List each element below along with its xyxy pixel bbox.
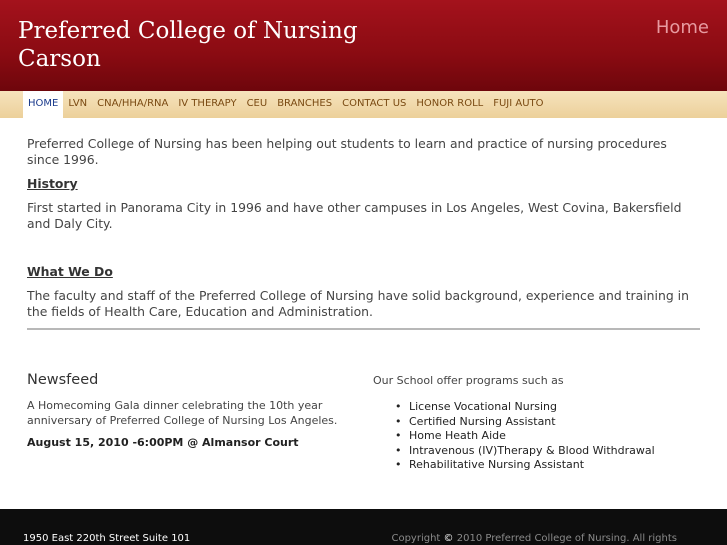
nav-item-fuji-auto[interactable]: FUJI AUTO [493,98,544,109]
nav-item-ceu[interactable]: CEU [246,98,268,109]
program-item: • Certified Nursing Assistant [395,415,713,430]
program-item: • License Vocational Nursing [395,400,713,415]
nav-list [23,91,549,118]
program-item: • Intravenous (IV)Therapy & Blood Withdrawal [395,444,713,459]
programs-title: Our School offer programs such as [373,374,564,387]
newsfeed-text: A Homecoming Gala dinner celebrating the 10th year anniversary of Preferred College of Nursing Los Angeles. [27,399,338,427]
history-paragraph: First started in Panorama City in 1996 and have other campuses in Los Angeles, West Covina, Bakersfield and Daly City. [27,200,682,231]
history-heading: History [27,176,78,191]
nav-item-honor-roll[interactable]: HONOR ROLL [416,98,484,109]
nav-item-home[interactable]: HOME [23,91,63,118]
program-item: • Rehabilitative Nursing Assistant [395,458,713,473]
what-we-do-paragraph: The faculty and staff of the Preferred College of Nursing have solid background, experience and training in the fields of Health Care, Education and Administration. [27,288,689,319]
copyright-prefix: Copyright [391,533,441,544]
nav-item-cna-hha-rna[interactable]: CNA/HHA/RNA [97,98,169,109]
programs-section [373,374,713,473]
newsfeed-title: Newsfeed [27,372,99,388]
newsfeed-section [27,370,357,450]
section-divider [27,328,700,330]
footer-address: 1950 East 220th Street Suite 101 [23,533,191,544]
site-title: Preferred College of Nursing Carson [18,18,358,72]
newsfeed-event: August 15, 2010 -6:00PM @ Almansor Court [27,436,299,449]
nav-item-iv-therapy[interactable]: IV THERAPY [178,98,237,109]
home-link[interactable]: Home [655,17,709,38]
nav-item-contact-us[interactable]: CONTACT US [342,98,407,109]
footer-copyright [391,533,677,544]
what-we-do-heading: What We Do [27,264,113,279]
program-item: • Home Heath Aide [395,429,713,444]
nav-item-lvn[interactable]: LVN [68,98,88,109]
copyright-text: 2010 Preferred College of Nursing. All rights [456,533,677,544]
site-footer [0,509,727,545]
intro-paragraph: Preferred College of Nursing has been helping out students to learn and practice of nursing procedures since 1996. [27,136,667,167]
copyright-symbol: © [443,533,454,544]
main-nav [0,91,727,118]
nav-item-branches[interactable]: BRANCHES [277,98,333,109]
site-header [0,0,727,91]
programs-list [395,400,713,473]
